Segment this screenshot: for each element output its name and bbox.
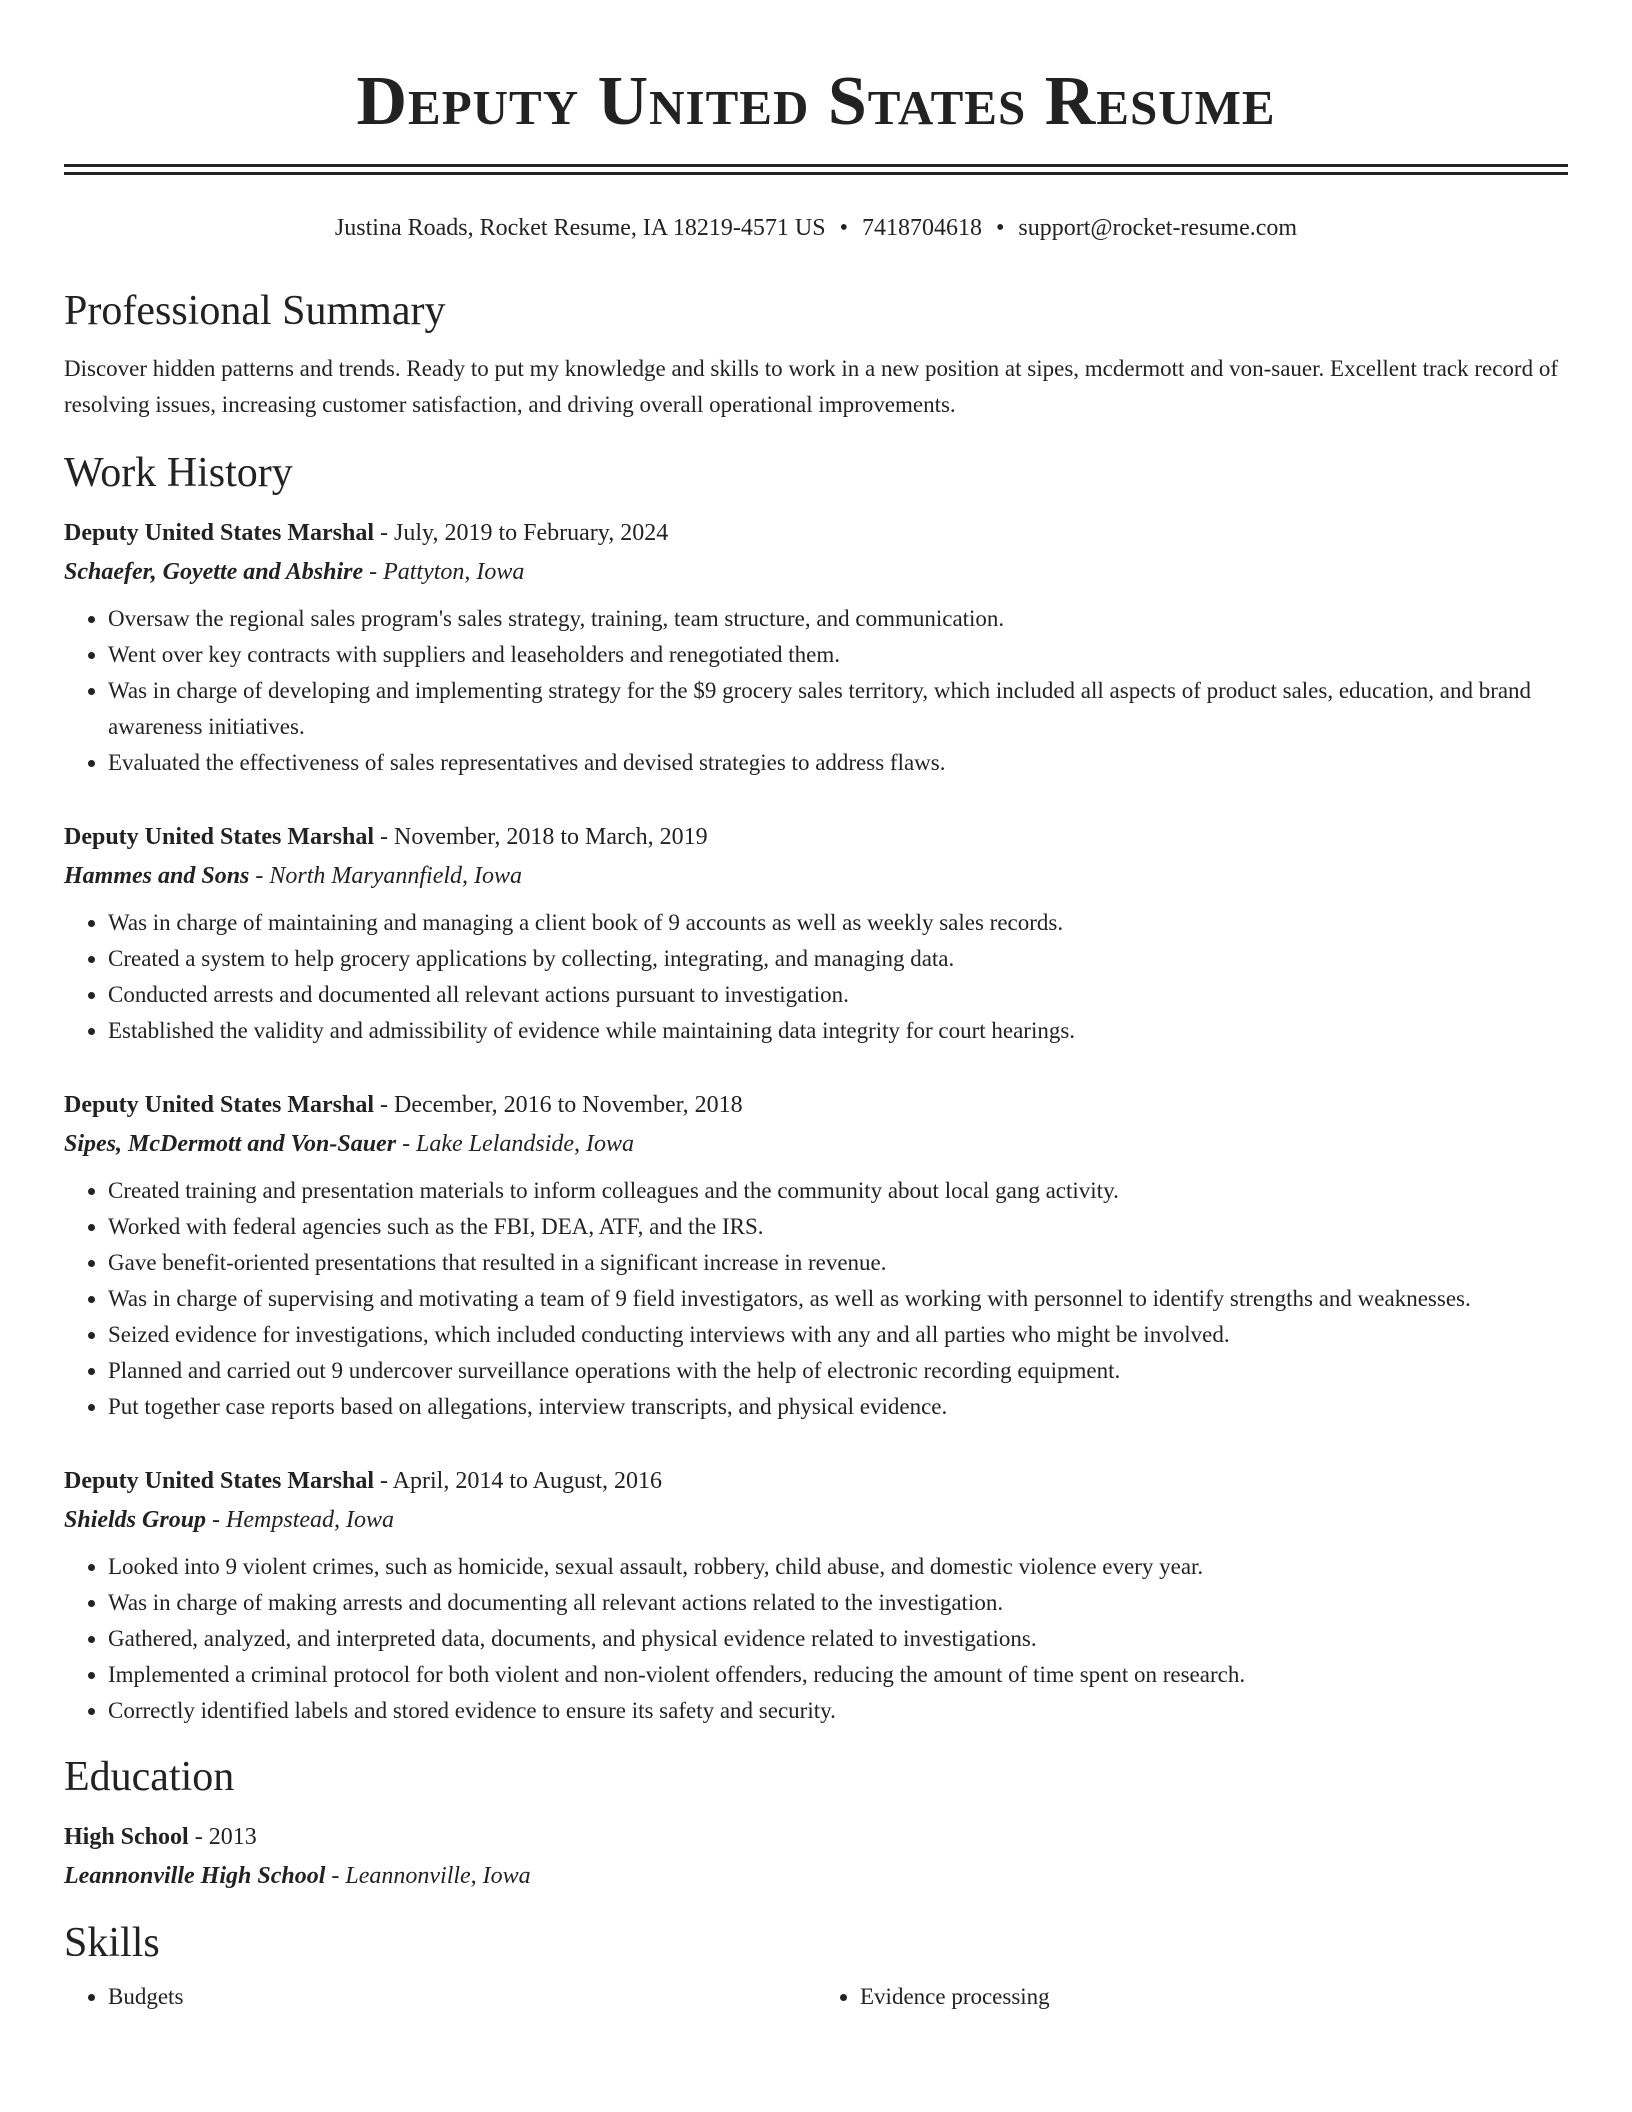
job-entry [64, 513, 1568, 781]
contact-email: support@rocket-resume.com [1018, 215, 1298, 241]
job-entry [64, 1461, 1568, 1729]
job-dates: - December, 2016 to November, 2018 [374, 1092, 743, 1118]
education-entry [64, 1817, 1568, 1895]
contact-separator: • [839, 215, 848, 241]
contact-address: Justina Roads, Rocket Resume, IA 18219-4571 US [334, 215, 826, 241]
title-divider-bottom [64, 172, 1568, 175]
skill-item: • Evidence processing [860, 1979, 1568, 2015]
summary-heading: Professional Summary [64, 288, 446, 334]
job-title-line [64, 1461, 1568, 1501]
job-dates: - July, 2019 to February, 2024 [374, 520, 669, 546]
work-history-heading: Work History [64, 450, 293, 496]
list-item: • Conducted arrests and documented all relevant actions pursuant to investigation. [108, 977, 1568, 1013]
employer-location: - Hempstead, Iowa [206, 1507, 395, 1533]
list-item: • Established the validity and admissibility of evidence while maintaining data integrity for court hearings. [108, 1013, 1568, 1049]
title-divider-top [64, 164, 1568, 167]
skill-item: • Budgets [108, 1979, 816, 2015]
list-item: • Went over key contracts with suppliers and leaseholders and renegotiated them. [108, 637, 1568, 673]
list-item: • Worked with federal agencies such as the FBI, DEA, ATF, and the IRS. [108, 1209, 1568, 1245]
job-title: Deputy United States Marshal [64, 824, 374, 850]
contact-phone: 7418704618 [861, 215, 982, 241]
education-year: - 2013 [188, 1824, 257, 1850]
job-dates: - November, 2018 to March, 2019 [374, 824, 708, 850]
school-location: - Leannonville, Iowa [325, 1863, 531, 1889]
employer-location: - Lake Lelandside, Iowa [396, 1131, 635, 1157]
job-bullets [64, 905, 1568, 1049]
skills-column-left [64, 1979, 816, 2015]
list-item: • Evaluated the effectiveness of sales representatives and devised strategies to address flaws. [108, 745, 1568, 781]
job-dates: - April, 2014 to August, 2016 [374, 1468, 663, 1494]
list-item: • Was in charge of making arrests and documenting all relevant actions related to the investigation. [108, 1585, 1568, 1621]
employer-name: Schaefer, Goyette and Abshire [64, 559, 364, 585]
employer-name: Shields Group [64, 1507, 207, 1533]
list-item: • Was in charge of maintaining and managing a client book of 9 accounts as well as weekly sales records. [108, 905, 1568, 941]
skills-heading: Skills [64, 1920, 160, 1966]
list-item: • Implemented a criminal protocol for both violent and non-violent offenders, reducing the amount of time spent on research. [108, 1657, 1568, 1693]
education-heading: Education [64, 1754, 235, 1800]
list-item: • Created training and presentation materials to inform colleagues and the community about local gang activity. [108, 1173, 1568, 1209]
job-title-line [64, 1085, 1568, 1125]
job-entry [64, 817, 1568, 1049]
list-item: • Planned and carried out 9 undercover surveillance operations with the help of electronic recording equipment. [108, 1353, 1568, 1389]
employer-name: Sipes, McDermott and Von-Sauer [64, 1131, 397, 1157]
list-item: • Seized evidence for investigations, which included conducting interviews with any and all parties who might be involved. [108, 1317, 1568, 1353]
job-bullets [64, 1549, 1568, 1729]
employer-location: - Pattyton, Iowa [363, 559, 525, 585]
contact-line [64, 213, 1568, 243]
list-item: • Correctly identified labels and stored evidence to ensure its safety and security. [108, 1693, 1568, 1729]
list-item: • Gave benefit-oriented presentations that resulted in a significant increase in revenue. [108, 1245, 1568, 1281]
employer-line [64, 1501, 1568, 1539]
job-title: Deputy United States Marshal [64, 1468, 374, 1494]
summary-text: Discover hidden patterns and trends. Ready to put my knowledge and skills to work in a new position at sipes, mcdermott and von-sauer. Excellent track record of resolving issues, increasing customer satisfaction, and driving overall operational improvements. [64, 356, 1558, 417]
job-title-line [64, 513, 1568, 553]
list-item: • Gathered, analyzed, and interpreted data, documents, and physical evidence related to investigations. [108, 1621, 1568, 1657]
employer-location: - North Maryannfield, Iowa [249, 863, 523, 889]
list-item: • Put together case reports based on allegations, interview transcripts, and physical evidence. [108, 1389, 1568, 1425]
job-entry [64, 1085, 1568, 1425]
list-item: • Created a system to help grocery applications by collecting, integrating, and managing data. [108, 941, 1568, 977]
list-item: • Oversaw the regional sales program's sales strategy, training, team structure, and communication. [108, 601, 1568, 637]
school-name: Leannonville High School [64, 1863, 326, 1889]
degree: High School [64, 1824, 189, 1850]
skills-list [64, 1979, 1568, 2015]
list-item: • Looked into 9 violent crimes, such as homicide, sexual assault, robbery, child abuse, and domestic violence every year. [108, 1549, 1568, 1585]
contact-separator: • [995, 215, 1005, 241]
job-bullets [64, 1173, 1568, 1425]
degree-line [64, 1817, 1568, 1857]
job-title: Deputy United States Marshal [64, 1092, 374, 1118]
list-item: • Was in charge of supervising and motivating a team of 9 field investigators, as well as working with personnel to identify strengths and weaknesses. [108, 1281, 1568, 1317]
school-line [64, 1857, 1568, 1895]
job-title: Deputy United States Marshal [64, 520, 374, 546]
employer-line [64, 857, 1568, 895]
employer-name: Hammes and Sons [64, 863, 250, 889]
employer-line [64, 553, 1568, 591]
list-item: • Was in charge of developing and implementing strategy for the $9 grocery sales territory, which included all aspects of product sales, education, and brand awareness initiatives. [108, 673, 1568, 745]
employer-line [64, 1125, 1568, 1163]
page-title: Deputy United States Resume [356, 63, 1276, 140]
skills-column-right [816, 1979, 1568, 2015]
job-title-line [64, 817, 1568, 857]
job-bullets [64, 601, 1568, 781]
